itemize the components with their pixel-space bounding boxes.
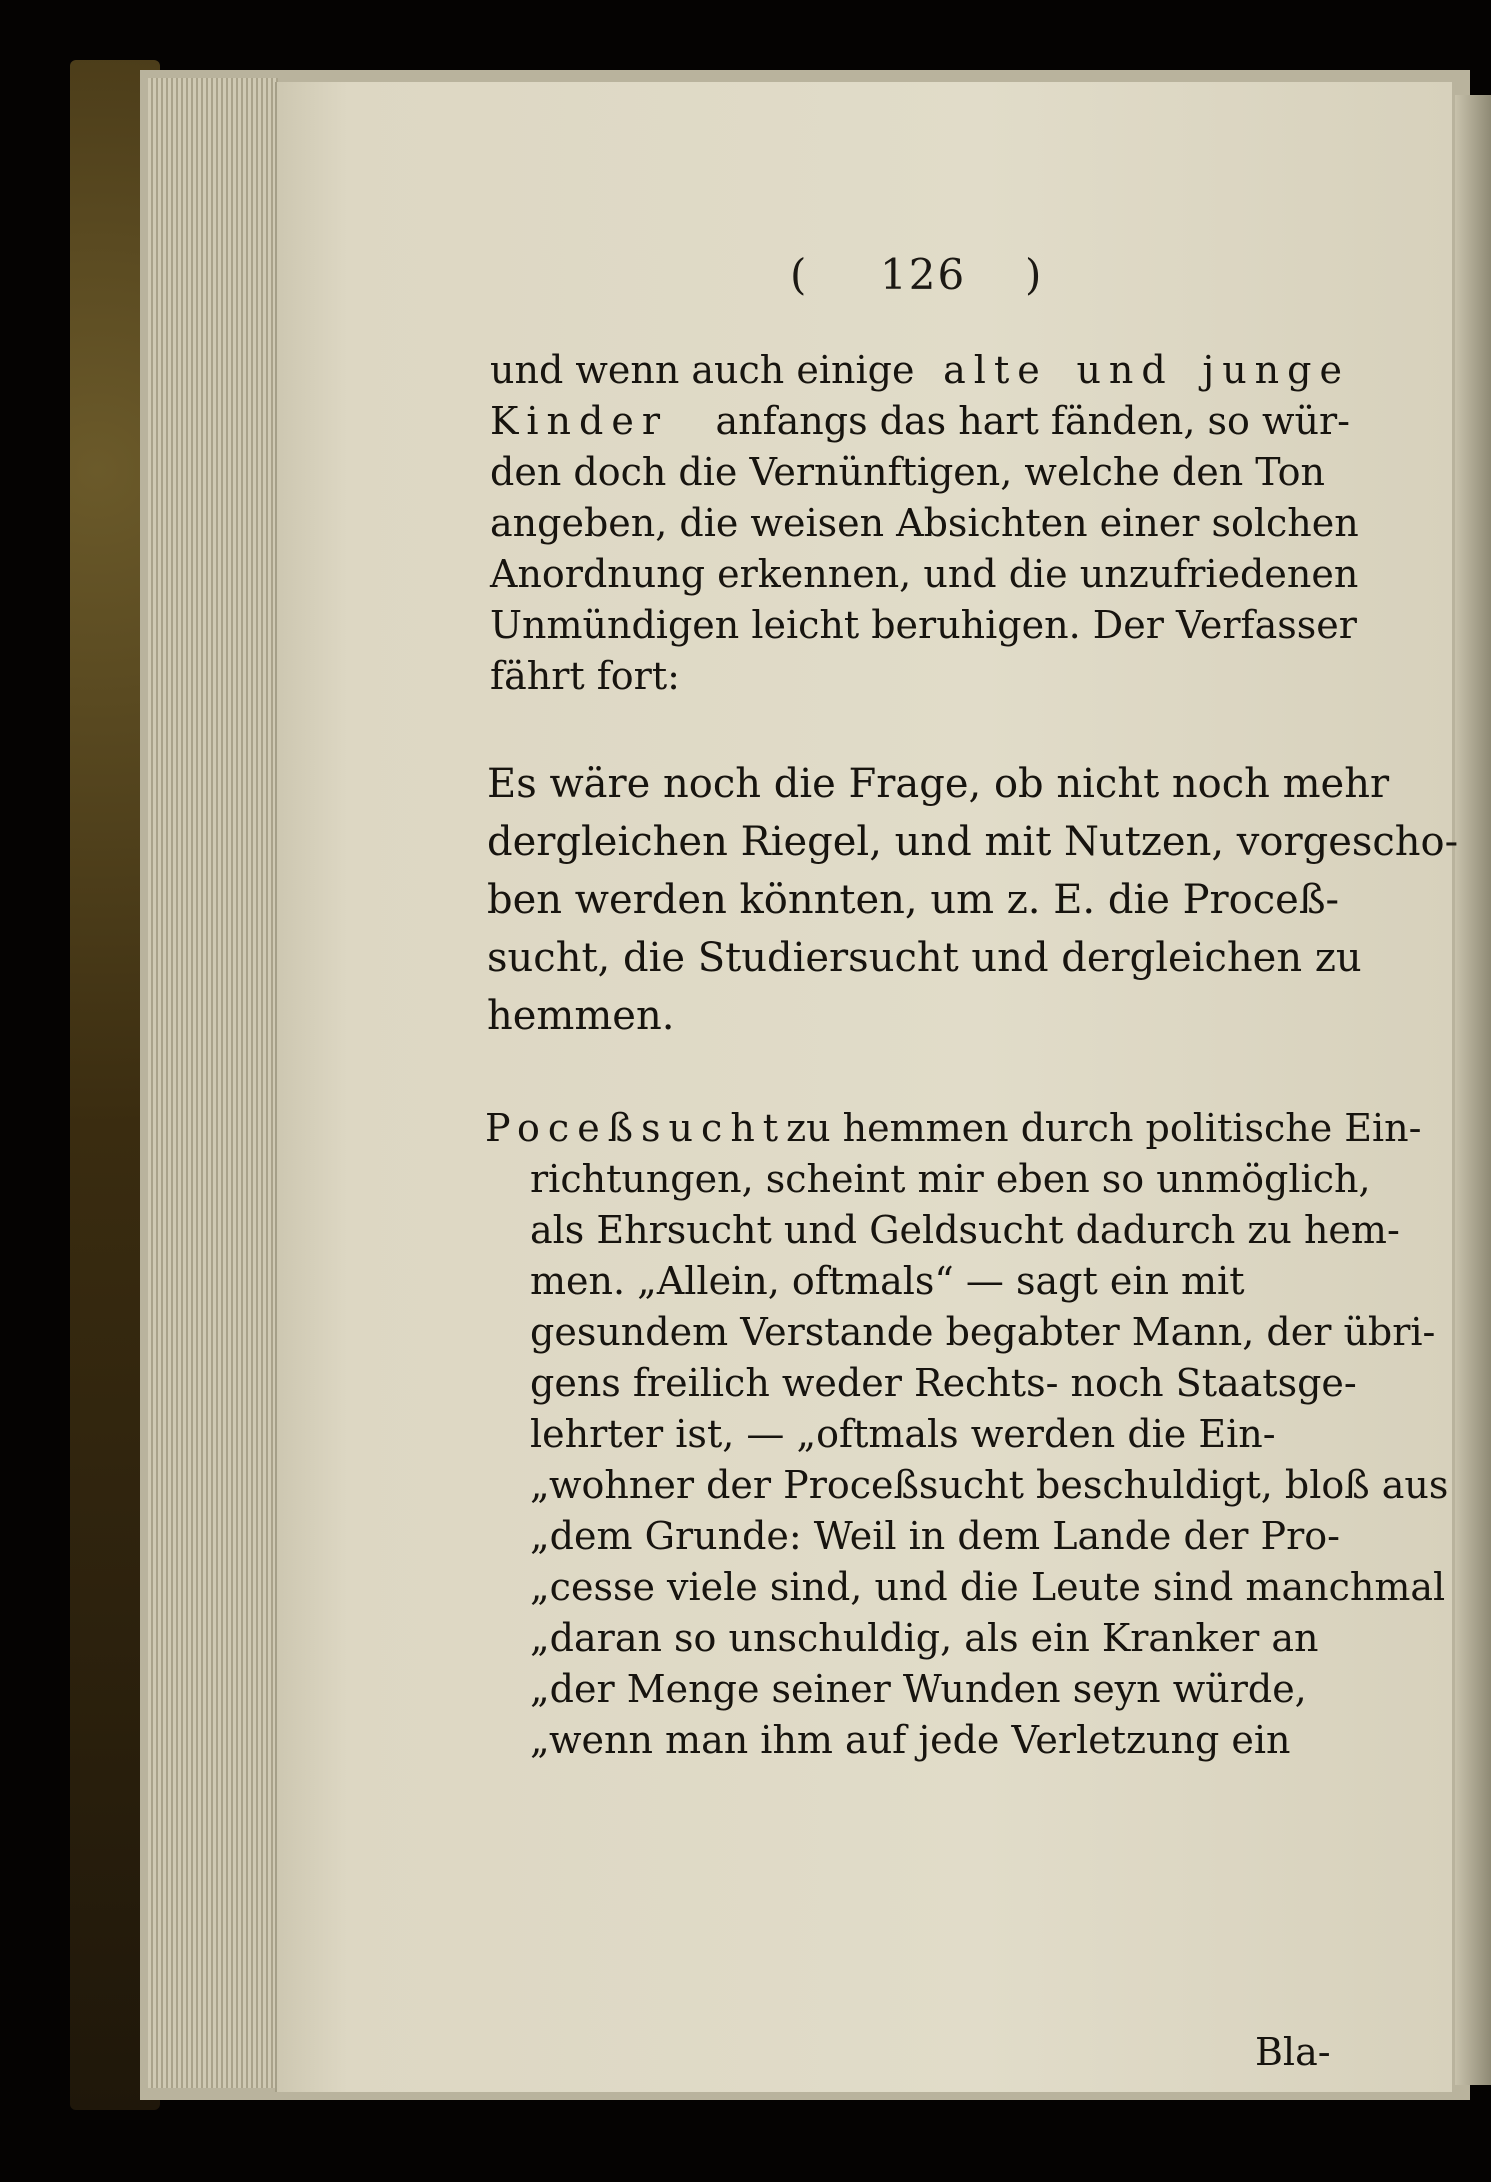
text-line: den doch die Vernünftigen, welche den Ton bbox=[490, 450, 1326, 494]
text-line: gens freilich weder Rechts- noch Staatsge- bbox=[530, 1361, 1357, 1405]
text-line: angeben, die weisen Absichten einer solchen bbox=[490, 501, 1359, 545]
paragraph-3 bbox=[485, 1103, 1449, 1766]
text-line: „daran so unschuldig, als ein Kranker an bbox=[530, 1616, 1319, 1660]
text-line: und wenn auch einige alte und junge bbox=[490, 348, 1350, 392]
text-line: fährt fort: bbox=[490, 654, 680, 698]
text-line: Unmündigen leicht beruhigen. Der Verfasser bbox=[490, 603, 1357, 647]
text-line: Kinder anfangs das hart fänden, so wür- bbox=[490, 399, 1350, 443]
header-paren-left: ( bbox=[790, 250, 807, 299]
text-line: „wenn man ihm auf jede Verletzung ein bbox=[530, 1718, 1291, 1762]
text-line: gesundem Verstande begabter Mann, der übri- bbox=[530, 1310, 1436, 1354]
paragraph-2-quotation bbox=[487, 755, 1459, 1045]
page-number: 126 bbox=[880, 250, 967, 299]
text-line: ben werden könnten, um z. E. die Proceß- bbox=[487, 877, 1340, 923]
page-header bbox=[790, 250, 1070, 310]
text-line: „der Menge seiner Wunden seyn würde, bbox=[530, 1667, 1307, 1711]
text-line: als Ehrsucht und Geldsucht dadurch zu hem- bbox=[530, 1208, 1400, 1252]
text-line: „dem Grunde: Weil in dem Lande der Pro- bbox=[530, 1514, 1341, 1558]
text-line: Es wäre noch die Frage, ob nicht noch mehr bbox=[487, 761, 1390, 807]
facing-page-edge bbox=[1455, 95, 1491, 2085]
text-line: „wohner der Proceßsucht beschuldigt, bloß aus bbox=[530, 1463, 1449, 1507]
text-line: Poceßsucht zu hemmen durch politische Ein- bbox=[485, 1106, 1422, 1150]
text-line: men. „Allein, oftmals“ — sagt ein mit bbox=[530, 1259, 1245, 1303]
text-line: „cesse viele sind, und die Leute sind manchmal bbox=[530, 1565, 1446, 1609]
text-line: lehrter ist, — „oftmals werden die Ein- bbox=[530, 1412, 1276, 1456]
text-line: hemmen. bbox=[487, 993, 675, 1039]
header-paren-right: ) bbox=[1025, 250, 1042, 299]
paragraph-1 bbox=[490, 345, 1359, 702]
text-line: sucht, die Studiersucht und dergleichen zu bbox=[487, 935, 1362, 981]
text-line: dergleichen Riegel, und mit Nutzen, vorgescho- bbox=[487, 819, 1459, 865]
page-edges bbox=[148, 78, 278, 2088]
text-line: richtungen, scheint mir eben so unmöglich, bbox=[530, 1157, 1371, 1201]
catchword: Bla- bbox=[1255, 2030, 1331, 2074]
text-line: Anordnung erkennen, und die unzufriedenen bbox=[490, 552, 1359, 596]
